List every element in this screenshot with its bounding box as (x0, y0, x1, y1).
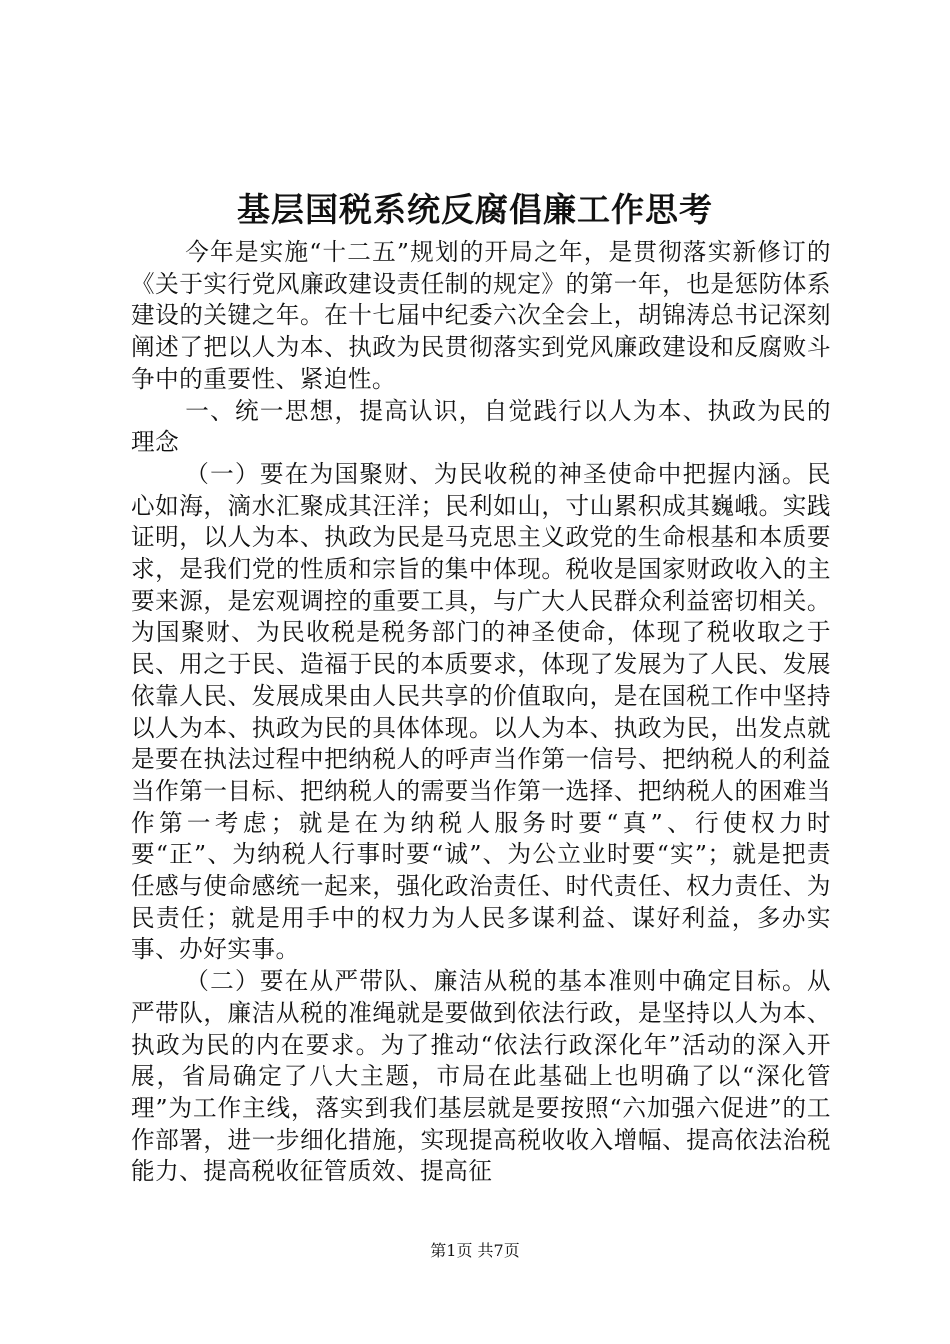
paragraph-intro: 今年是实施“十二五”规划的开局之年，是贯彻落实新修订的《关于实行党风廉政建设责任制的规定》的第一年，也是惩防体系建设的关键之年。在十七届中纪委六次全会上，胡锦涛总书记深刻阐述了把以人为本、执政为民贯彻落实到党风廉政建设和反腐败斗争中的重要性、紧迫性。 (131, 238, 831, 393)
paragraph-subsection-1: （一）要在为国聚财、为民收税的神圣使命中把握内涵。民心如海，滴水汇聚成其汪洋；民利如山，寸山累积成其巍峨。实践证明，以人为本、执政为民是马克思主义政党的生命根基和本质要求，是我们党的性质和宗旨的集中体现。税收是国家财政收入的主要来源，是宏观调控的重要工具，与广大人民群众利益密切相关。为国聚财、为民收税是税务部门的神圣使命，体现了税收取之于民、用之于民、造福于民的本质要求，体现了发展为了人民、发展依靠人民、发展成果由人民共享的价值取向，是在国税工作中坚持以人为本、执政为民的具体体现。以人为本、执政为民，出发点就是要在执法过程中把纳税人的呼声当作第一信号、把纳税人的利益当作第一目标、把纳税人的需要当作第一选择、把纳税人的困难当作第一考虑；就是在为纳税人服务时要“真”、行使权力时要“正”、为纳税人行事时要“诚”、为公立业时要“实”；就是把责任感与使命感统一起来，强化政治责任、时代责任、权力责任、为民责任；就是用手中的权力为人民多谋利益、谋好利益，多办实事、办好实事。 (131, 459, 831, 964)
paragraph-subsection-2: （二）要在从严带队、廉洁从税的基本准则中确定目标。从严带队，廉洁从税的准绳就是要做到依法行政，是坚持以人为本、执政为民的内在要求。为了推动“依法行政深化年”活动的深入开展，省局确定了八大主题，市局在此基础上也明确了以“深化管理”为工作主线，落实到我们基层就是要按照“六加强六促进”的工作部署，进一步细化措施，实现提高税收收入增幅、提高依法治税能力、提高税收征管质效、提高征 (131, 967, 831, 1186)
document-body (131, 237, 831, 1188)
section-heading-1: 一、统一思想，提高认识，自觉践行以人为本、执政为民的理念 (131, 396, 831, 457)
document-title: 基层国税系统反腐倡廉工作思考 (237, 190, 713, 229)
page-footer: 第1页 共7页 (430, 1241, 520, 1260)
